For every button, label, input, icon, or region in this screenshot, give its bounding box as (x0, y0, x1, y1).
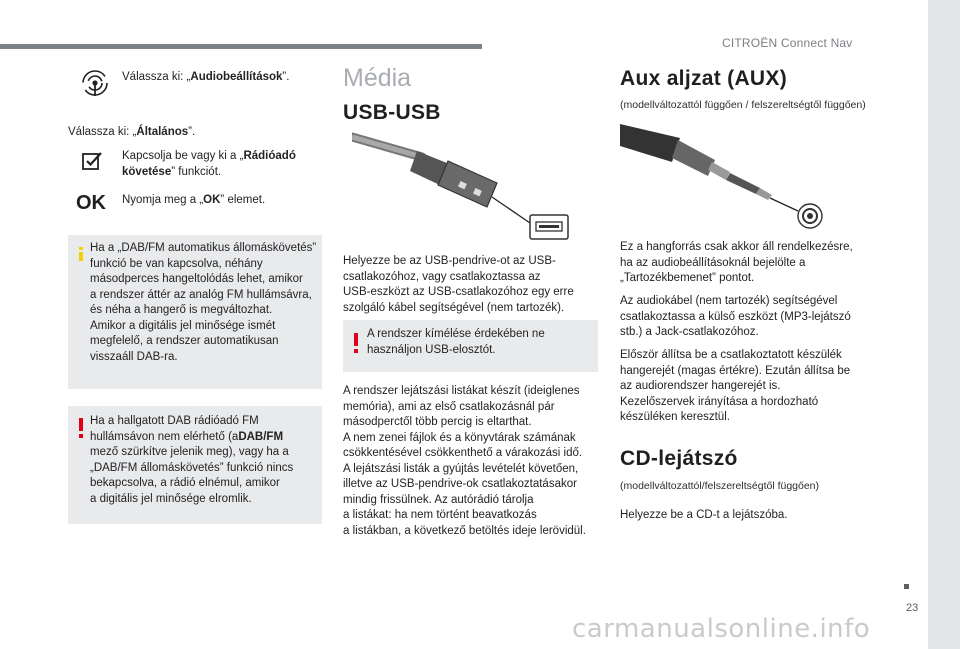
usb-warning-note (343, 320, 598, 372)
info-note-text: Ha a „DAB/FM automatikus állomáskövetés” funkció be van kapcsolva, néhány másodperces hangeltolódás lehet, amikor a rendszer áttér az analóg FM hullámsávra, és néha a hangerő is megváltozhat. Amikor a digitális jel minősége ismét megfelelő, a rendszer automatikusan visszaáll DAB-ra. (90, 242, 317, 363)
usb-heading: USB-USB (343, 101, 441, 124)
usb-warning-text: A rendszer kímélése érdekében ne használjon USB-elosztót. (367, 328, 545, 356)
step-select-audio-settings: Válassza ki: „Audiobeállítások”. (122, 71, 290, 83)
audio-settings-icon (80, 68, 110, 98)
aux-volume-text: Először állítsa be a csatlakoztatott készülék hangerejét (magas értékre). Ezután állítsa be az audiorendszer hangerejét is. Kezelőszervek irányítása a hordozható készüléken keresztül. (620, 349, 851, 423)
aux-connect-text: Az audiokábel (nem tartozék) segítségével csatlakoztassa a külső eszközt (MP3-lejátszó stb.) a Jack-csatlakozóhoz. (620, 295, 851, 338)
aux-jack-illustration (620, 118, 830, 230)
playlist-text: A rendszer lejátszási listákat készít (ideiglenes memória), ami az első csatlakozásnál pár másodperctől több percig is eltarthat. A nem zenei fájlok és a könyvtárak számának csökkentésével csökkenthető a várakozási idő. A lejátszási listák a gyújtás levételét követően, illetve az USB-pendrive-ok csatlakoztatásakor mindig frissülnek. Az autórádió tárolja a listákat: ha nem történt beavatkozás a listákban, a következő betöltés ideje lerövidül. (343, 385, 586, 537)
section-title-media: Média (343, 64, 412, 92)
info-icon (76, 247, 86, 266)
aux-subtitle: (modellváltozattól függően / felszereltségtől függően) (620, 99, 866, 111)
checkbox-icon (81, 150, 103, 172)
page-number: 23 (906, 602, 919, 614)
warning-icon (76, 418, 86, 443)
watermark: carmanualsonline.info (572, 614, 871, 644)
side-strip (928, 0, 960, 649)
warning-icon (351, 333, 361, 358)
aux-heading: Aux aljzat (AUX) (620, 67, 787, 90)
usb-stick-illustration (352, 127, 572, 242)
step-select-general: Válassza ki: „Általános”. (68, 126, 196, 138)
aux-availability-text: Ez a hangforrás csak akkor áll rendelkezésre, ha az audiobeállításoknál bejelölte a „Tartozékbemenet” pontot. (620, 241, 853, 284)
cd-heading: CD-lejátszó (620, 447, 738, 470)
info-note (68, 235, 322, 389)
warning-note (68, 406, 322, 524)
step-press-ok: Nyomja meg a „OK” elemet. (122, 194, 266, 206)
cd-subtitle: (modellváltozattól/felszereltségtől függően) (620, 480, 820, 492)
header-rule (0, 44, 482, 49)
header-title: CITROËN Connect Nav (722, 36, 853, 50)
warning-note-text: Ha a hallgatott DAB rádióadó FM hullámsávon nem elérhető (aDAB/FM mező szürkítve jelenik meg), vagy ha a „DAB/FM állomáskövetés” funkció nincs bekapcsolva, a rádió elnémul, amikor a digitális jel minősége elromlik. (90, 415, 294, 505)
page-marker (904, 584, 909, 589)
cd-insert-text: Helyezze be a CD-t a lejátszóba. (620, 509, 788, 521)
ok-icon: OK (76, 192, 106, 214)
step-toggle-station-follow: Kapcsolja be vagy ki a „Rádióadó követése” funkciót. (122, 150, 296, 178)
usb-insert-text: Helyezze be az USB-pendrive-ot az USB- csatlakozóhoz, vagy csatlakoztassa az USB-eszközt az USB-csatlakozóhoz egy erre szolgáló kábel segítségével (nem tartozék). (343, 255, 574, 314)
